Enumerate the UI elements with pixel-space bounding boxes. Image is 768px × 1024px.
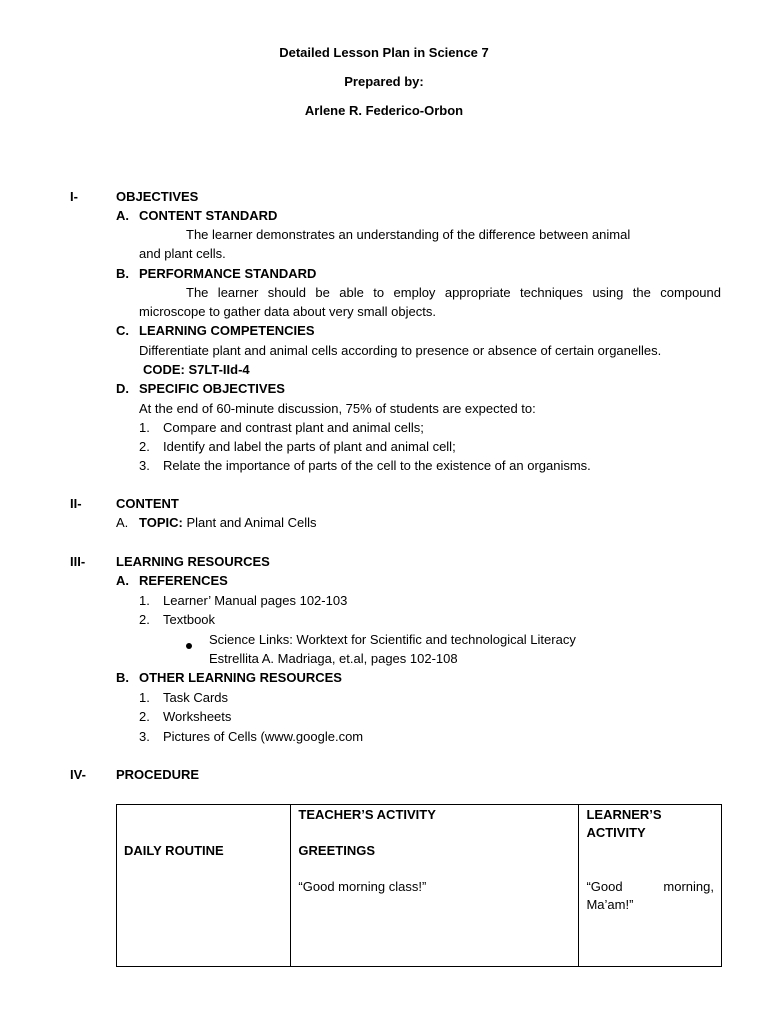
item-letter: C. <box>116 323 129 338</box>
document-title: Detailed Lesson Plan in Science 7 <box>279 45 489 60</box>
list-item: Textbook <box>163 612 216 627</box>
greetings-label: GREETINGS <box>298 843 375 858</box>
list-item: Learner’ Manual pages 102-103 <box>163 593 348 608</box>
competency-code: CODE: S7LT-IId-4 <box>143 362 250 377</box>
list-number: 2. <box>139 439 150 454</box>
learner-activity-header: ACTIVITY <box>586 825 646 840</box>
content-standard-heading: CONTENT STANDARD <box>139 208 278 223</box>
other-resources-heading: OTHER LEARNING RESOURCES <box>139 670 342 685</box>
performance-standard-heading: PERFORMANCE STANDARD <box>139 266 317 281</box>
teacher-greeting: “Good morning class!” <box>298 879 427 894</box>
section-numeral: IV- <box>70 767 86 782</box>
item-letter: B. <box>116 670 129 685</box>
daily-routine-label: DAILY ROUTINE <box>124 843 224 858</box>
learner-greeting: “Good <box>586 879 623 894</box>
content-standard-text: The learner demonstrates an understanding of the difference between animal <box>186 227 631 242</box>
list-number: 1. <box>139 593 150 608</box>
bullet-item: Science Links: Worktext for Scientific and technological Literacy <box>209 632 576 647</box>
list-number: 1. <box>139 420 150 435</box>
section-numeral: III- <box>70 554 86 569</box>
bullet-item: Estrellita A. Madriaga, et.al, pages 102-108 <box>209 651 458 666</box>
list-number: 3. <box>139 729 150 744</box>
section-title: OBJECTIVES <box>116 189 199 204</box>
list-item: Relate the importance of parts of the cell to the existence of an organisms. <box>163 458 591 473</box>
bullet-icon <box>186 637 192 653</box>
list-item: Worksheets <box>163 709 232 724</box>
performance-standard-text: microscope to gather data about very small objects. <box>139 304 436 319</box>
section-numeral: II- <box>70 496 82 511</box>
section-title: LEARNING RESOURCES <box>116 554 270 569</box>
item-letter: A. <box>116 208 129 223</box>
prepared-by-label: Prepared by: <box>344 74 424 89</box>
item-letter: D. <box>116 381 129 396</box>
list-item: Compare and contrast plant and animal cells; <box>163 420 424 435</box>
list-item: Identify and label the parts of plant and animal cell; <box>163 439 456 454</box>
list-number: 3. <box>139 458 150 473</box>
learner-greeting: Ma’am!” <box>586 897 634 912</box>
item-letter: A. <box>116 573 129 588</box>
teacher-activity-header: TEACHER’S ACTIVITY <box>298 807 436 822</box>
list-item: Task Cards <box>163 690 229 705</box>
content-standard-text: and plant cells. <box>139 246 226 261</box>
list-number: 2. <box>139 612 150 627</box>
learner-greeting: morning, <box>663 879 714 894</box>
specific-objectives-heading: SPECIFIC OBJECTIVES <box>139 381 285 396</box>
list-number: 2. <box>139 709 150 724</box>
item-letter: B. <box>116 266 129 281</box>
specific-objectives-intro: At the end of 60-minute discussion, 75% of students are expected to: <box>139 401 536 416</box>
item-letter: A. <box>116 515 129 530</box>
table-cell <box>579 805 722 967</box>
topic-line <box>139 515 317 531</box>
list-number: 1. <box>139 690 150 705</box>
references-heading: REFERENCES <box>139 573 228 588</box>
table-cell <box>117 805 291 967</box>
learner-activity-header: LEARNER’S <box>586 807 662 822</box>
learning-competencies-heading: LEARNING COMPETENCIES <box>139 323 315 338</box>
section-title: CONTENT <box>116 496 179 511</box>
table-cell <box>291 805 579 967</box>
author-name: Arlene R. Federico-Orbon <box>304 103 464 118</box>
procedure-table <box>116 804 722 967</box>
list-item: Pictures of Cells (www.google.com <box>163 729 364 744</box>
learning-competencies-text: Differentiate plant and animal cells according to presence or absence of certain organelles. <box>139 343 662 358</box>
topic-text: Plant and Animal Cells <box>186 515 317 530</box>
performance-standard-text: The learner should be able to employ appropriate techniques using the compound <box>186 285 721 300</box>
section-numeral: I- <box>70 189 78 204</box>
section-title: PROCEDURE <box>116 767 200 782</box>
topic-label: TOPIC: <box>139 515 183 530</box>
